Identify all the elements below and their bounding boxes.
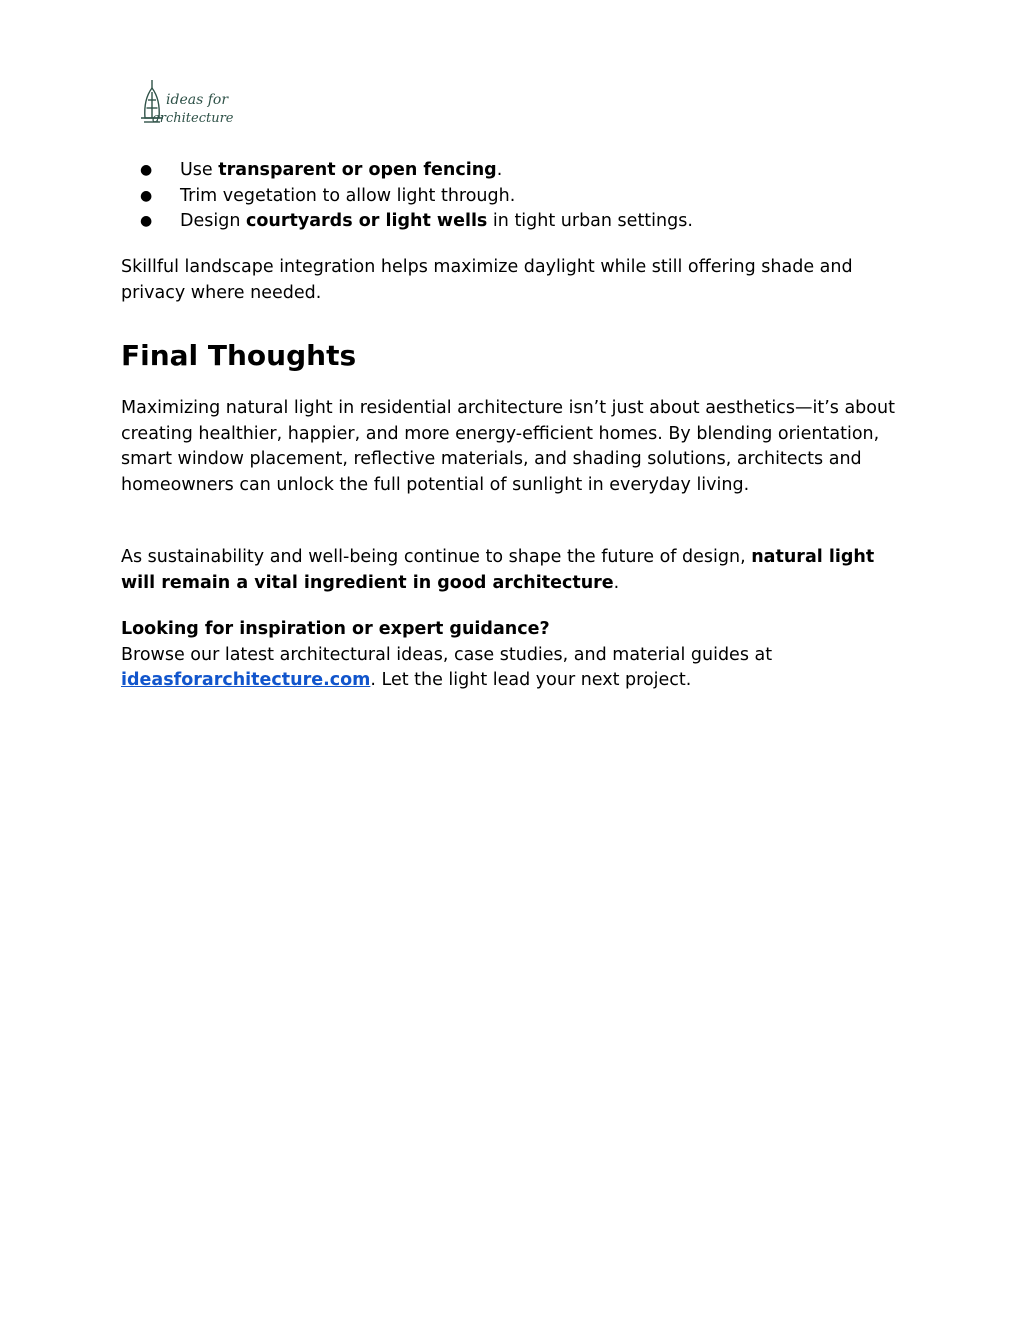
- bullet-list: [121, 158, 693, 235]
- final-paragraph-2-text: As sustainability and well-being continue to shape the future of design,: [121, 547, 752, 567]
- list-item: [121, 184, 693, 210]
- cta-text: Browse our latest architectural ideas, case studies, and material guides at: [121, 644, 773, 665]
- website-link[interactable]: ideasforarchitecture.com: [121, 670, 371, 691]
- cta-block: [121, 617, 901, 694]
- logo: [136, 78, 236, 132]
- cta-question: Looking for inspiration or expert guidance?: [121, 619, 550, 639]
- bullet-bold: transparent or open fencing: [218, 160, 497, 180]
- cta-text-end: . Let the light lead your next project.: [370, 670, 692, 691]
- final-paragraph-2-end: .: [613, 572, 620, 593]
- logo-line-1: ideas for: [166, 92, 229, 108]
- bullet-text-end: .: [496, 160, 503, 180]
- list-item: [121, 158, 693, 184]
- bullet-icon: ●: [140, 187, 153, 204]
- logo-tower-icon: [136, 78, 236, 132]
- landscape-paragraph: Skillful landscape integration helps maximize daylight while still offering shade and privacy where needed.: [121, 257, 853, 303]
- bullet-icon: ●: [140, 162, 153, 178]
- bullet-text: Use: [180, 160, 219, 180]
- final-paragraph-2-bold: natural light will remain a vital ingredient in good architecture: [121, 547, 875, 593]
- bullet-text-end: in tight urban settings.: [487, 211, 693, 232]
- logo-line-2: architecture: [152, 111, 234, 126]
- bullet-text: Trim vegetation to allow light through.: [180, 185, 516, 206]
- bullet-bold: courtyards or light wells: [245, 211, 488, 232]
- section-heading: Final Thoughts: [121, 339, 357, 372]
- final-paragraph-2: [121, 545, 901, 596]
- bullet-text: Design: [180, 211, 246, 232]
- final-paragraph-1: Maximizing natural light in residential architecture isn’t just about aesthetics—it’s about creating healthier, happier, and more energy-efficient homes. By blending orientation, smart window placement, reflective materials, and shading solutions, architects and homeowners can unlock the full potential of sunlight in everyday living.: [121, 398, 895, 496]
- bullet-icon: ●: [140, 213, 153, 230]
- list-item: [121, 209, 693, 235]
